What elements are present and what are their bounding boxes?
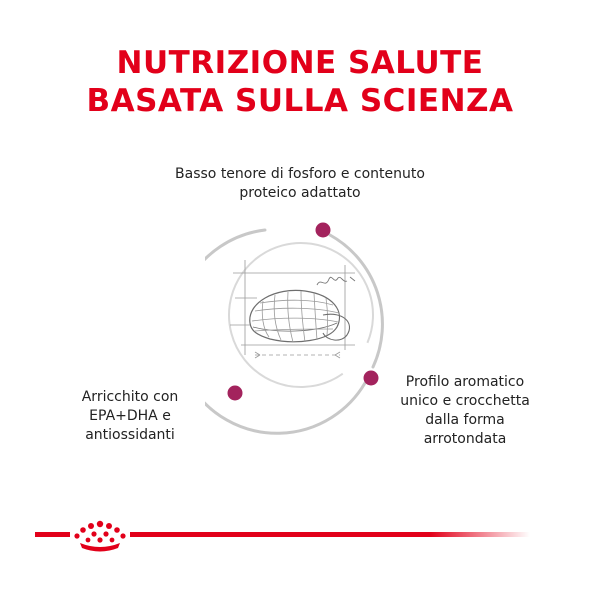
outer-ring: [205, 230, 365, 433]
feature-right: [395, 373, 535, 449]
title-line-2: BASATA SULLA SCIENZA: [86, 83, 514, 119]
feature-top-line-2: proteico adattato: [239, 185, 361, 201]
feature-left-line-3: antiossidanti: [85, 427, 175, 443]
royal-canin-crown-logo: [74, 521, 125, 552]
title-line-1: NUTRIZIONE SALUTE: [116, 45, 484, 81]
feature-top: [150, 165, 450, 203]
outer-ring-right: [330, 235, 382, 367]
feature-left: [60, 388, 200, 445]
footer-line-right: [130, 532, 530, 537]
footer-brand-bar: [0, 518, 600, 558]
kibble-diagram: [205, 215, 405, 440]
marker-left: [228, 386, 243, 401]
marker-right: [364, 371, 379, 386]
feature-top-line-1: Basso tenore di fosforo e contenuto: [175, 166, 425, 182]
page-title: [0, 44, 600, 120]
marker-top: [316, 223, 331, 238]
kibble-sketch-icon: [230, 260, 355, 358]
feature-right-line-2: unico e crocchetta: [400, 393, 530, 409]
feature-left-line-1: Arricchito con: [81, 389, 179, 405]
feature-right-line-1: Profilo aromatico: [405, 374, 525, 390]
feature-right-line-4: arrotondata: [423, 431, 507, 447]
feature-left-line-2: EPA+DHA e: [89, 408, 171, 424]
footer-line-left: [35, 532, 70, 537]
feature-right-line-3: dalla forma: [425, 412, 505, 428]
